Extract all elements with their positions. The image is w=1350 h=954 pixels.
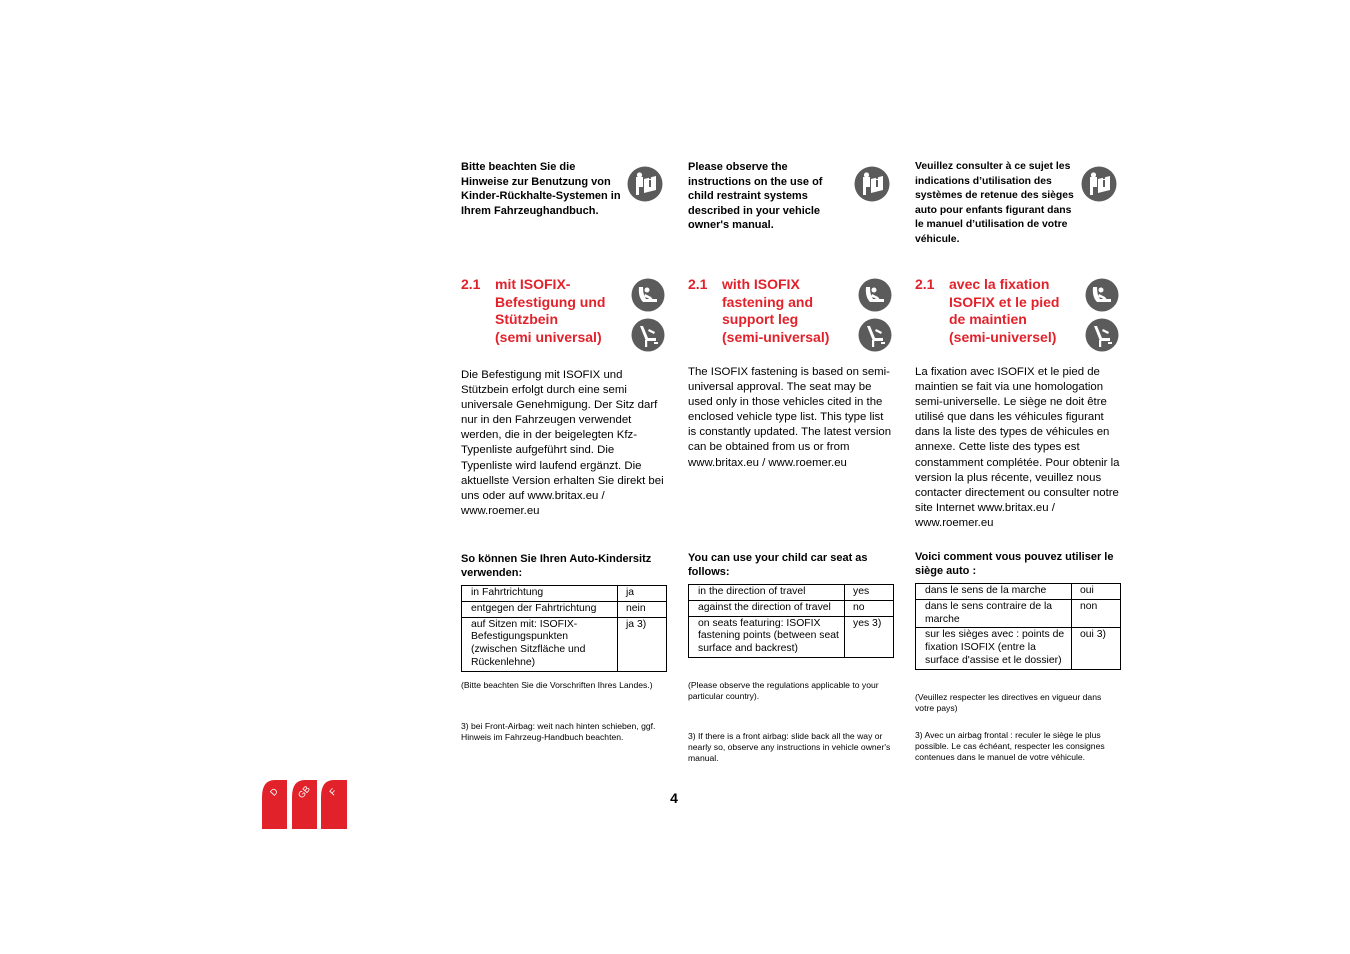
table-note: (Bitte beachten Sie die Vorschriften Ihres Landes.) (461, 680, 653, 690)
section-title (495, 276, 633, 346)
section-title-line: (semi-universel) (949, 328, 1057, 345)
body-paragraph: The ISOFIX fastening is based on semi-universal approval. The seat may be used only in those vehicles cited in the enclosed vehicle type list. This type list is constantly updated. The latest version can be obtained from us or from www.britax.eu / www.roemer.eu (688, 366, 892, 469)
car-manual-info-icon (854, 166, 890, 202)
row-value: yes (845, 585, 894, 601)
section-title-line: Stützbein (495, 311, 558, 328)
row-label: auf Sitzen mit: ISOFIX-Befestigungspunkten (zwischen Sitzfläche und Rückenlehne) (462, 617, 618, 671)
row-value: no (845, 600, 894, 616)
vehicle-manual-notice: Bitte beachten Sie die Hinweise zur Benutzung von Kinder-Rückhalte-Systemen in Ihrem Fahrzeughandbuch. (461, 161, 621, 217)
vehicle-manual-notice: Please observe the instructions on the use of child restraint systems described in your vehicle owner's manual. (688, 161, 823, 232)
usage-heading: Voici comment vous pouvez utiliser le siège auto : (915, 551, 1114, 578)
row-label: on seats featuring: ISOFIX fastening points (between seat surface and backrest) (689, 616, 845, 657)
section-title-line: (semi universal) (495, 328, 602, 345)
language-tab-d (262, 780, 287, 829)
car-manual-info-icon (627, 166, 663, 202)
section-title-line: avec la fixation (949, 276, 1050, 292)
child-seat-isofix-icon (1085, 278, 1119, 312)
row-label: entgegen der Fahrtrichtung (462, 601, 618, 617)
table-note: (Please observe the regulations applicable to your particular country). (688, 680, 879, 701)
section-title-line: (semi-universal) (722, 328, 830, 345)
row-value: nein (618, 601, 667, 617)
footnote: 3) Avec un airbag frontal : reculer le siège le plus possible. Le cas échéant, respecter les consignes contenues dans le manuel de votre véhicule. (915, 730, 1105, 762)
table-note: (Veuillez respecter les directives en vigueur dans votre pays) (915, 692, 1102, 713)
child-seat-isofix-icon (858, 278, 892, 312)
section-number: 2.1 (461, 276, 481, 292)
language-tabs (261, 779, 349, 829)
table-row (916, 599, 1121, 628)
language-tab-f (321, 780, 347, 829)
body-paragraph: Die Befestigung mit ISOFIX und Stützbein erfolgt durch eine semi universale Genehmigung. Der Sitz darf nur in den Fahrzeugen verwendet werden, die in der beigelegten Kfz-Typenliste aufgeführt sind. Die Typenliste wird laufend ergänzt. Die aktuellste Version erhalten Sie direkt bei uns oder auf www.britax.eu / www.roemer.eu (461, 369, 664, 517)
page-number: 4 (670, 790, 678, 806)
section-title (722, 276, 860, 346)
usage-table (461, 585, 667, 672)
row-value: non (1072, 599, 1121, 628)
section-title-line: Befestigung und (495, 293, 606, 310)
section-title (949, 276, 1087, 346)
child-seat-isofix-icon (631, 278, 665, 312)
section-title-line: mit ISOFIX- (495, 276, 571, 292)
footnote: 3) If there is a front airbag: slide back all the way or nearly so, observe any instructions in vehicle owner's manual. (688, 731, 891, 763)
section-title-line: ISOFIX et le pied (949, 293, 1060, 310)
support-leg-icon (631, 318, 665, 352)
body-paragraph: La fixation avec ISOFIX et le pied de maintien se fait via une homologation semi-universelle. Le siège ne doit être utilisé que dans les véhicules figurant dans la liste des types de véhicules en annexe. Cette liste des types est constamment complétée. Pour obtenir la version la plus récente, veuillez nous contacter directement ou consulter notre site Internet www.britax.eu / www.roemer.eu (915, 366, 1120, 529)
table-row (689, 616, 894, 657)
table-row (689, 600, 894, 616)
language-tab-label: GB (295, 783, 313, 801)
row-value: oui (1072, 584, 1121, 600)
section-title-line: de maintien (949, 311, 1027, 328)
row-label: dans le sens contraire de la marche (916, 599, 1072, 628)
row-value: ja 3) (618, 617, 667, 671)
row-label: in Fahrtrichtung (462, 586, 618, 602)
row-label: in the direction of travel (689, 585, 845, 601)
row-value: oui 3) (1072, 628, 1121, 669)
language-tab-label: F (327, 786, 339, 798)
row-label: dans le sens de la marche (916, 584, 1072, 600)
table-row (462, 586, 667, 602)
support-leg-icon (1085, 318, 1119, 352)
row-label: against the direction of travel (689, 600, 845, 616)
usage-table (688, 584, 894, 658)
usage-heading: You can use your child car seat as follows: (688, 552, 868, 579)
table-row (462, 617, 667, 671)
car-manual-info-icon (1081, 166, 1117, 202)
support-leg-icon (858, 318, 892, 352)
usage-heading: So können Sie Ihren Auto-Kindersitz verwenden: (461, 553, 652, 580)
table-row (916, 628, 1121, 669)
section-title-line: fastening and (722, 293, 814, 310)
row-label: sur les sièges avec : points de fixation ISOFIX (entre la surface d'assise et le dossier) (916, 628, 1072, 669)
row-value: yes 3) (845, 616, 894, 657)
table-row (916, 584, 1121, 600)
section-title-line: with ISOFIX (722, 276, 800, 292)
section-number: 2.1 (915, 276, 935, 292)
table-row (689, 585, 894, 601)
language-tab-label: D (268, 786, 280, 798)
row-value: ja (618, 586, 667, 602)
language-tab-gb (292, 780, 317, 829)
section-title-line: support leg (722, 311, 799, 328)
section-number: 2.1 (688, 276, 708, 292)
footnote: 3) bei Front-Airbag: weit nach hinten schieben, ggf. Hinweis im Fahrzeug-Handbuch beachten. (461, 721, 656, 742)
usage-table (915, 583, 1121, 670)
vehicle-manual-notice: Veuillez consulter à ce sujet les indications d’utilisation des systèmes de retenue des sièges auto pour enfants figurant dans le manuel d’utilisation de votre véhicule. (915, 161, 1074, 245)
table-row (462, 601, 667, 617)
